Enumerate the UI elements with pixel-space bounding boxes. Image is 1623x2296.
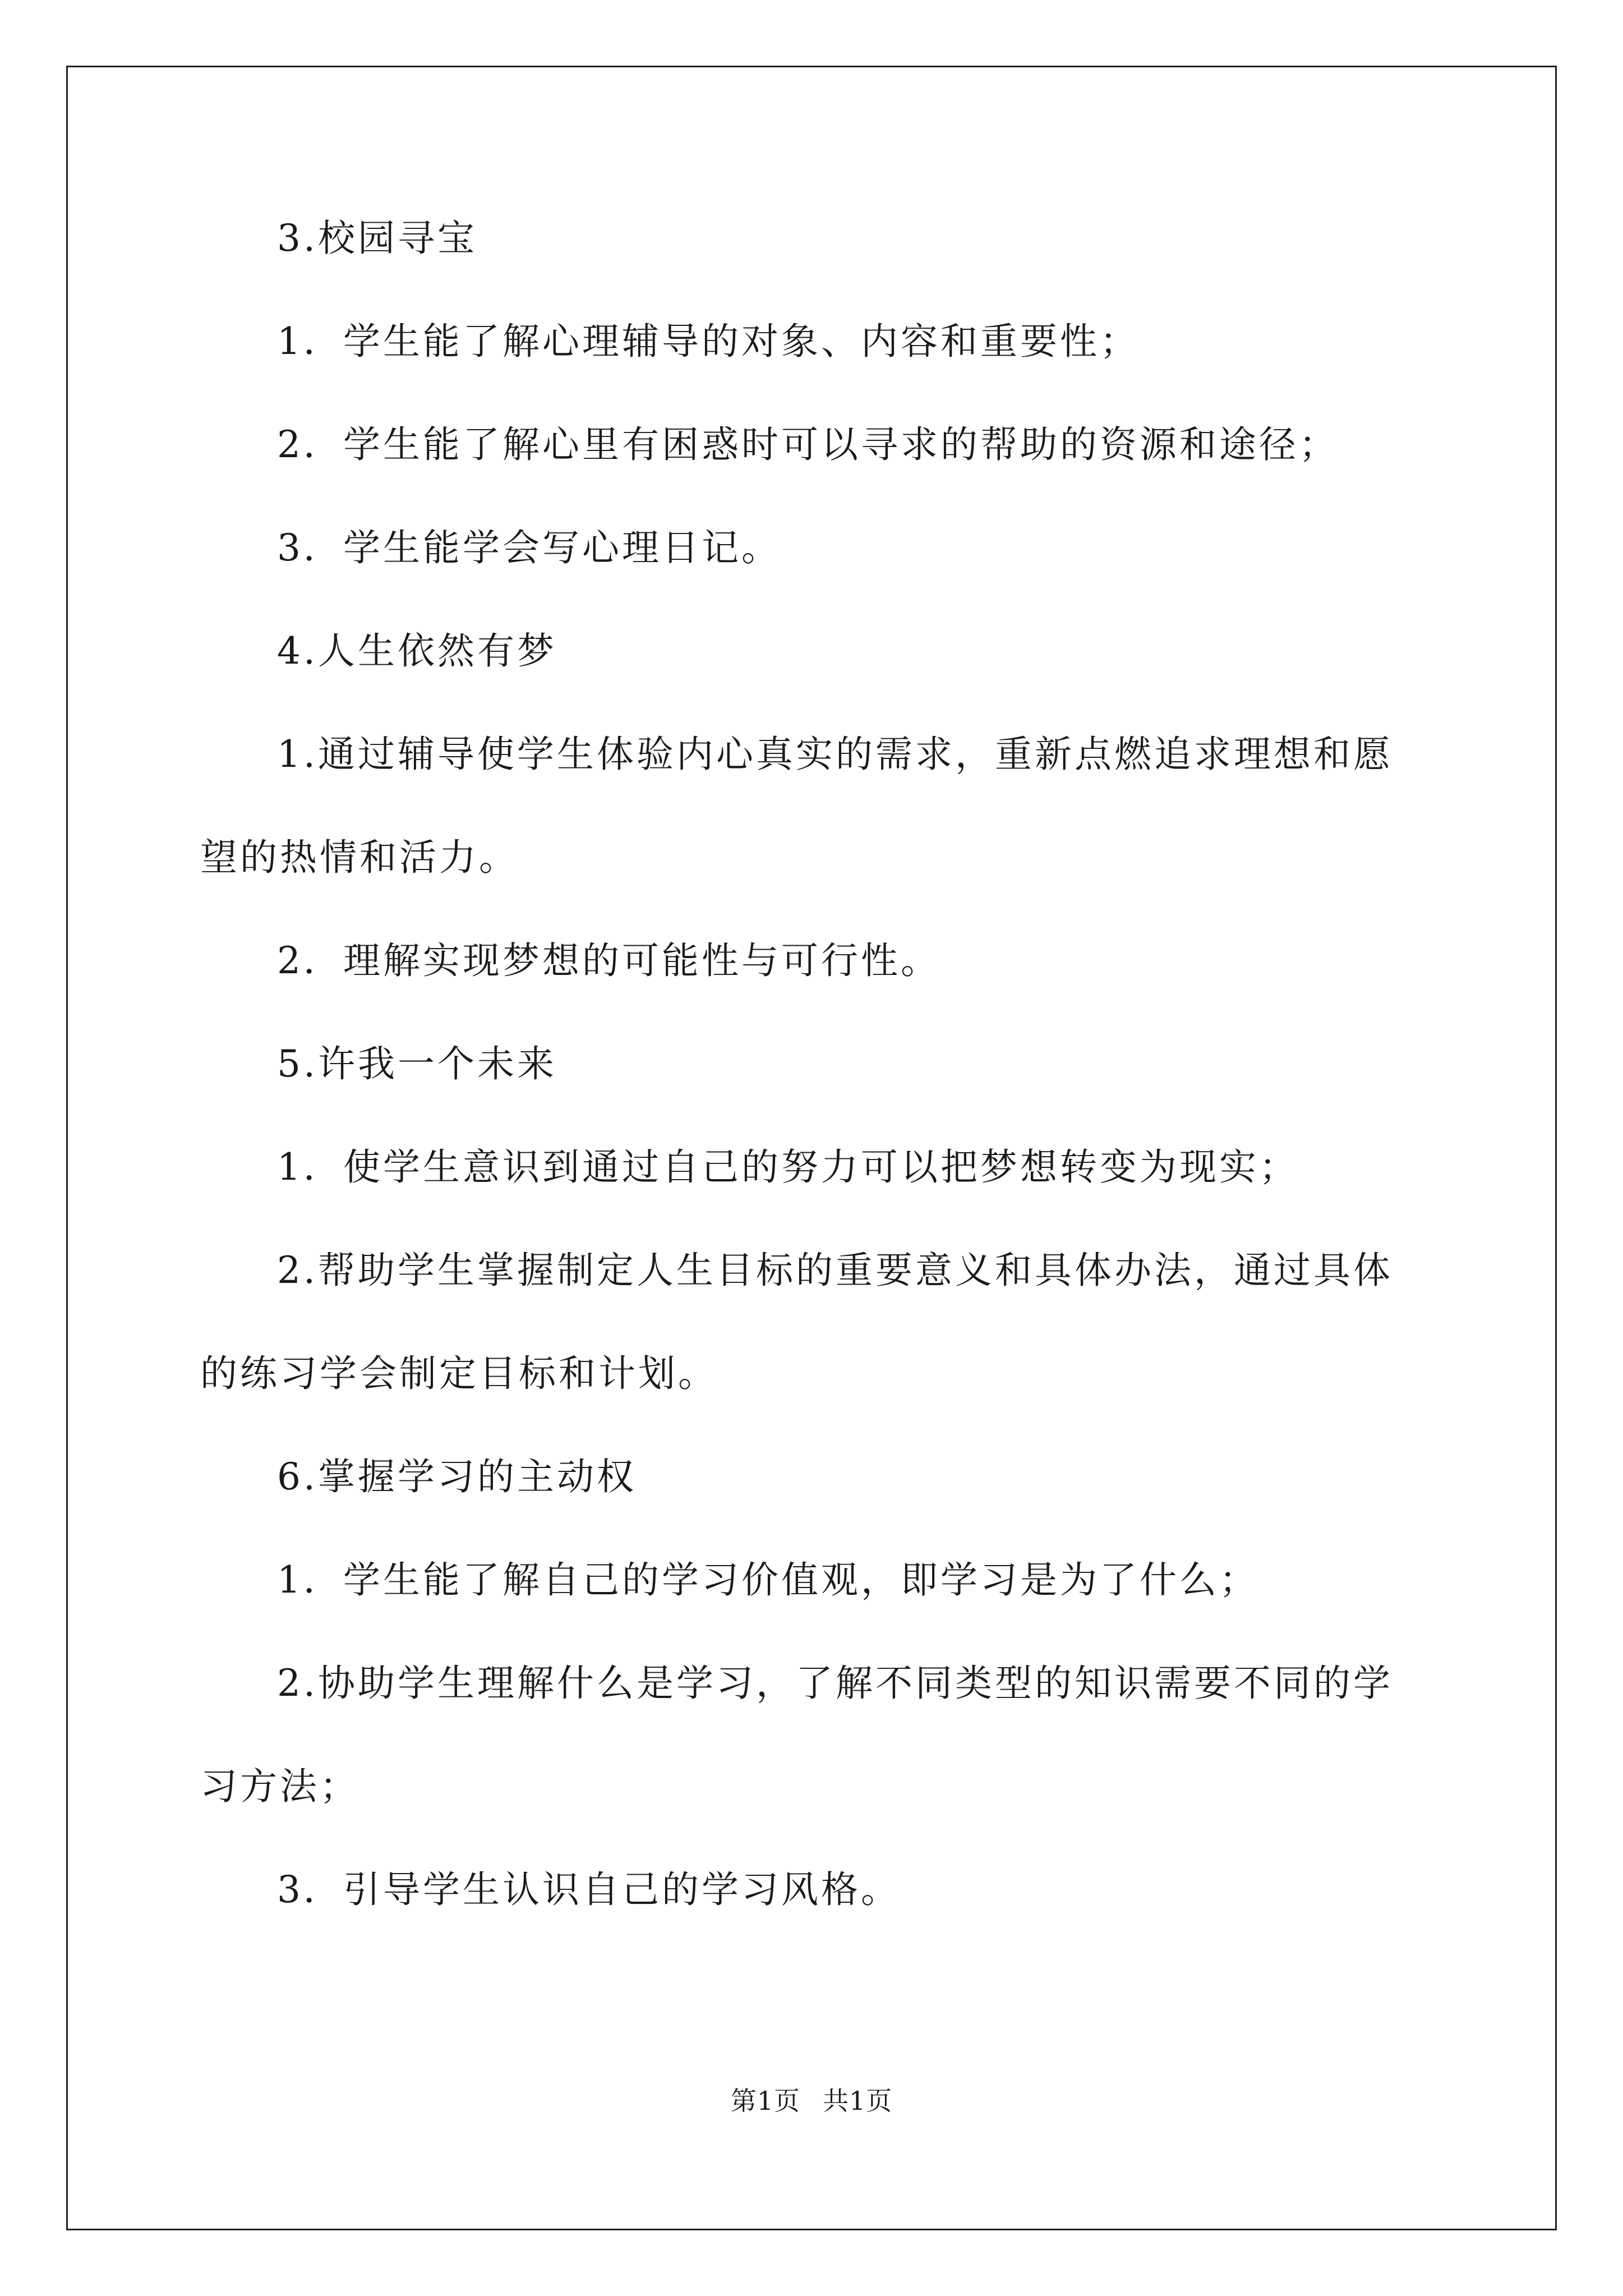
section-heading: 4.人生依然有梦 <box>277 629 557 673</box>
current-page-label: 第1页 <box>730 2086 800 2116</box>
total-pages-label: 共1页 <box>823 2086 893 2116</box>
paragraph-line: 1．学生能了解自己的学习价值观，即学习是为了什么； <box>277 1558 1259 1602</box>
paragraph-line: 2.帮助学生掌握制定人生目标的重要意义和具体办法，通过具体 <box>277 1249 1393 1292</box>
paragraph-line: 1．学生能了解心理辅导的对象、内容和重要性； <box>277 320 1140 363</box>
page-footer <box>0 2084 1623 2118</box>
section-heading: 6.掌握学习的主动权 <box>277 1455 637 1498</box>
paragraph-line: 3．引导学生认识自己的学习风格。 <box>277 1868 901 1911</box>
paragraph-continuation: 望的热情和活力。 <box>200 836 519 879</box>
paragraph-line: 2.协助学生理解什么是学习，了解不同类型的知识需要不同的学 <box>277 1662 1393 1705</box>
paragraph-line: 1.通过辅导使学生体验内心真实的需求，重新点燃追求理想和愿 <box>277 733 1393 776</box>
section-heading: 5.许我一个未来 <box>277 1042 557 1085</box>
document-body <box>200 213 1428 1968</box>
paragraph-line: 2．学生能了解心里有困惑时可以寻求的帮助的资源和途径； <box>277 423 1339 466</box>
paragraph-line: 2．理解实现梦想的可能性与可行性。 <box>277 939 940 982</box>
section-heading: 3.校园寻宝 <box>277 217 477 260</box>
paragraph-line: 1．使学生意识到通过自己的努力可以把梦想转变为现实； <box>277 1145 1299 1189</box>
paragraph-continuation: 习方法； <box>200 1765 359 1808</box>
paragraph-line: 3．学生能学会写心理日记。 <box>277 526 781 569</box>
paragraph-continuation: 的练习学会制定目标和计划。 <box>200 1352 718 1395</box>
